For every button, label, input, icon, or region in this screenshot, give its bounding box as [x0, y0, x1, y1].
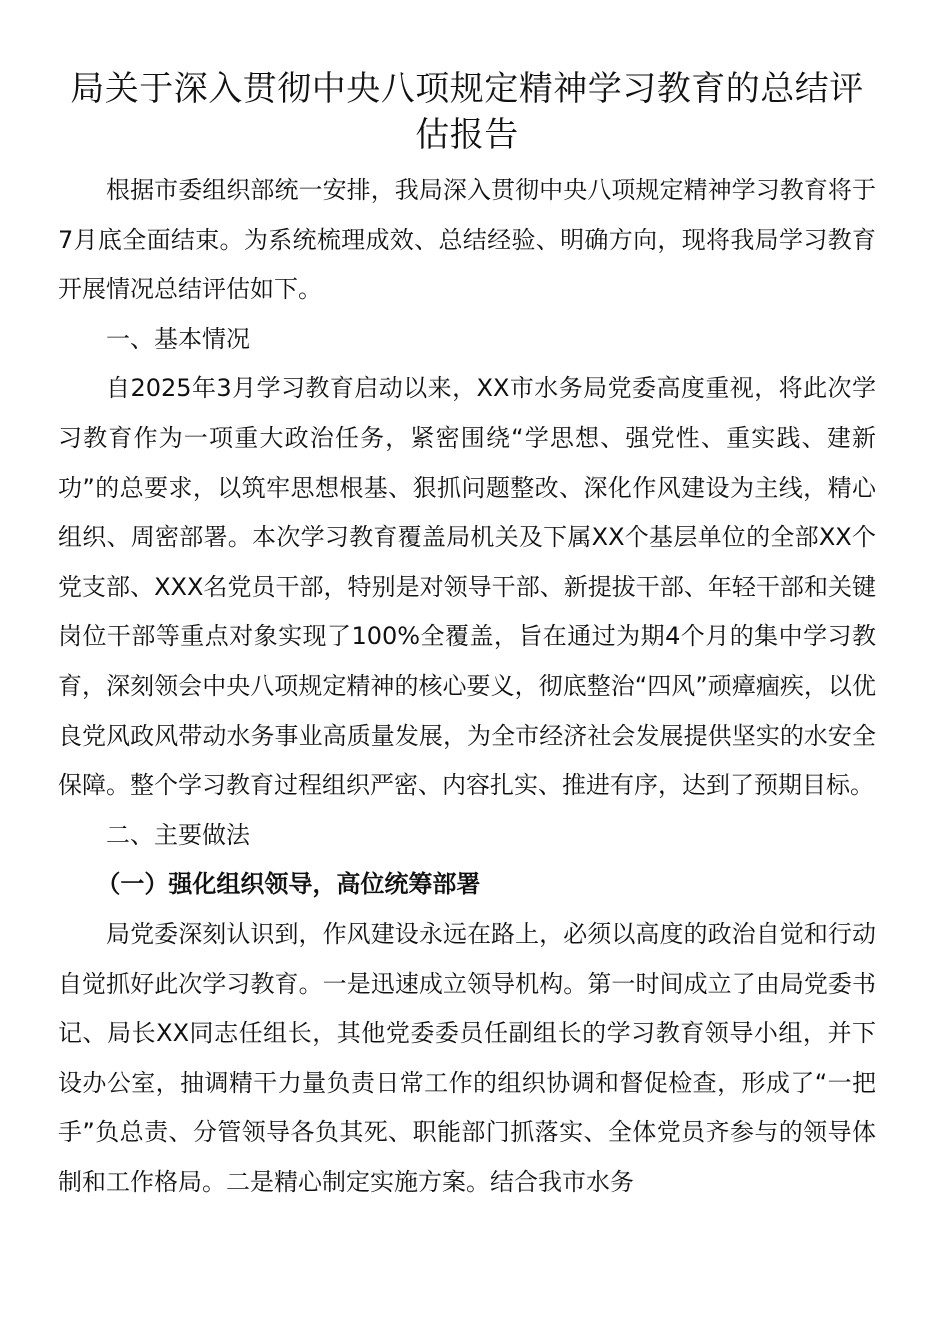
basic-situation-paragraph: 自2025年3月学习教育启动以来，XX市水务局党委高度重视，将此次学习教育作为一项重大政治任务，紧密围绕“学思想、强党性、重实践、建新功”的总要求，以筑牢思想根基、狠抓问题整改、深化作风建设为主线，精心组织、周密部署。本次学习教育覆盖局机关及下属XX个基层单位的全部XX个党支部、XXX名党员干部，特别是对领导干部、新提拔干部、年轻干部和关键岗位干部等重点对象实现了100%全覆盖，旨在通过为期4个月的集中学习教育，深刻领会中央八项规定精神的核心要义，彻底整治“四风”顽瘴痼疾，以优良党风政风带动水务事业高质量发展，为全市经济社会发展提供坚实的水安全保障。整个学习教育过程组织严密、内容扎实、推进有序，达到了预期目标。: [58, 374, 876, 800]
organization-paragraph: 局党委深刻认识到，作风建设永远在路上，必须以高度的政治自觉和行动自觉抓好此次学习教育。一是迅速成立领导机构。第一时间成立了由局党委书记、局长XX同志任组长，其他党委委员任副组长的学习教育领导小组，并下设办公室，抽调精干力量负责日常工作的组织协调和督促检查，形成了“一把手”负总责、分管领导各负其死、职能部门抓落实、全体党员齐参与的领导体制和工作格局。二是精心制定实施方案。结合我市水务: [58, 919, 876, 1196]
section-heading-main-practices: 二、主要做法: [106, 820, 250, 849]
intro-paragraph: 根据市委组织部统一安排，我局深入贯彻中央八项规定精神学习教育将于7月底全面结束。为系统梳理成效、总结经验、明确方向，现将我局学习教育开展情况总结评估如下。: [58, 176, 876, 304]
document-title: 局关于深入贯彻中央八项规定精神学习教育的总结评估报告: [70, 69, 864, 155]
document-body: [58, 166, 876, 1207]
section-heading-basic-situation: 一、基本情况: [106, 324, 250, 353]
subsection-heading-organization: （一）强化组织领导，高位统筹部署: [96, 870, 481, 899]
